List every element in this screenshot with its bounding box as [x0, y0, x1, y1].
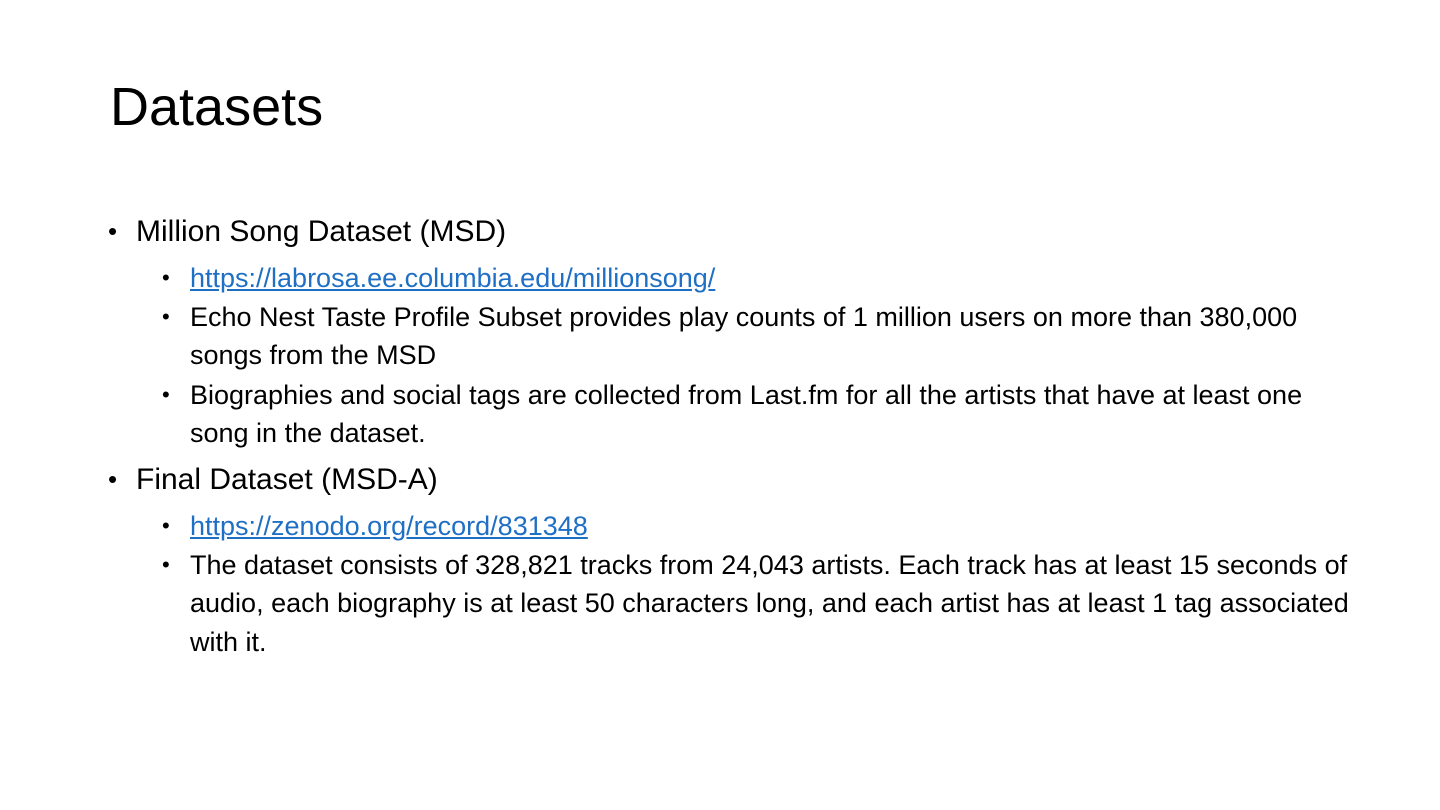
sub-bullet-msd-biographies	[136, 376, 1352, 453]
bullet-label-msd: • Million Song Dataset (MSD)	[136, 215, 507, 248]
bullet-list-level2-final	[136, 507, 1352, 661]
bullet-list-level2-msd	[136, 259, 1352, 453]
bullet-list-level1	[104, 214, 1352, 661]
sub-bullet-text: Biographies and social tags are collected from Last.fm for all the artists that have at least one song in the dataset.	[190, 379, 1303, 448]
slide-body	[104, 214, 1352, 671]
sub-bullet-msd-echonest	[136, 298, 1352, 375]
link-millionsong[interactable]: https://labrosa.ee.columbia.edu/millionsong/	[190, 262, 716, 293]
bullet-label-final-dataset: • Final Dataset (MSD-A)	[136, 463, 438, 497]
bullet-item-msd	[104, 214, 1352, 452]
page-title: Datasets	[110, 77, 324, 137]
sub-bullet-text: Echo Nest Taste Profile Subset provides play counts of 1 million users on more than 380,000 songs from the MSD	[190, 301, 1298, 371]
link-zenodo[interactable]: https://zenodo.org/record/831348	[190, 510, 588, 541]
sub-bullet-final-description	[136, 546, 1352, 661]
sub-bullet-text: The dataset consists of 328,821 tracks from 24,043 artists. Each track has at least 15 seconds of audio, each biography is at least 50 characters long, and each artist has at least 1 tag associated with it.	[190, 550, 1349, 657]
bullet-item-final-dataset	[104, 462, 1352, 661]
sub-bullet-msd-link	[136, 259, 1352, 297]
sub-bullet-final-link	[136, 507, 1352, 545]
